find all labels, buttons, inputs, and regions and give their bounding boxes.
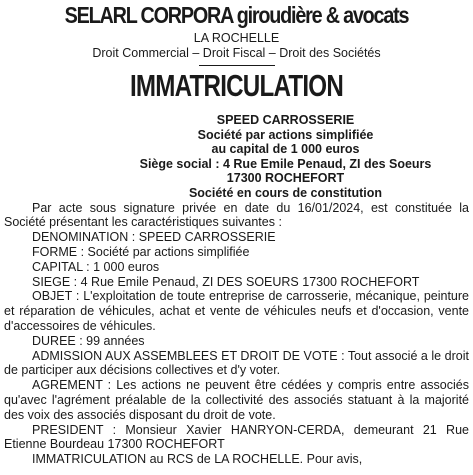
company-header [4, 113, 469, 201]
firm-name: SELARL CORPORA giroudière & avocats [64, 2, 409, 28]
siege-field: SIEGE : 4 Rue Emile Penaud, ZI DES SOEURS 17300 ROCHEFORT [32, 274, 420, 289]
company-postal: 17300 ROCHEFORT [226, 171, 345, 186]
capital-field: CAPITAL : 1 000 euros [32, 259, 160, 274]
company-capital: au capital de 1 000 euros [211, 142, 360, 157]
legal-notice [0, 2, 473, 475]
company-seat: Siège social : 4 Rue Emile Penaud, ZI des Soeurs [139, 156, 432, 171]
company-status: Société en cours de constitution [188, 185, 383, 200]
forme-field: FORME : Société par actions simplifiée [32, 244, 250, 259]
firm-specialties: Droit Commercial – Droit Fiscal – Droit des Sociétés [92, 46, 381, 60]
divider-rule [199, 65, 275, 66]
company-name: SPEED CARROSSERIE [216, 113, 355, 127]
notice-title: IMMATRICULATION [129, 68, 344, 103]
agrement-paragraph: AGREMENT : Les actions ne peuvent être cédées y compris entre associés qu'avec l'agrément préalable de la collectivité des associés statuant à la majorité des voix des associés disposant du droit de vote. [4, 378, 469, 422]
intro-paragraph: Par acte sous signature privée en date du 16/01/2024, est constituée la Société présentant les caractéristiques suivantes : [4, 200, 469, 230]
firm-city: LA ROCHELLE [193, 31, 280, 45]
duree-field: DUREE : 99 années [32, 333, 145, 348]
objet-paragraph: OBJET : L'exploitation de toute entreprise de carrosserie, mécanique, peinture et réparation de véhicules, achat et vente de véhicules neufs et d'occasion, vente d'accessoires de véhicules. [4, 289, 469, 333]
immatriculation-paragraph: IMMATRICULATION au RCS de LA ROCHELLE. Pour avis, [32, 452, 363, 467]
denomination-field: DENOMINATION : SPEED CARROSSERIE [32, 230, 276, 245]
notice-body [4, 201, 469, 467]
admission-paragraph: ADMISSION AUX ASSEMBLEES ET DROIT DE VOTE : Tout associé a le droit de participer aux décisions collectives et d'y voter. [4, 348, 469, 378]
president-paragraph: PRESIDENT : Monsieur Xavier HANRYON-CERDA, demeurant 21 Rue Etienne Bourdeau 17300 ROCHEFORT [4, 422, 469, 452]
company-form: Société par actions simplifiée [197, 127, 374, 142]
